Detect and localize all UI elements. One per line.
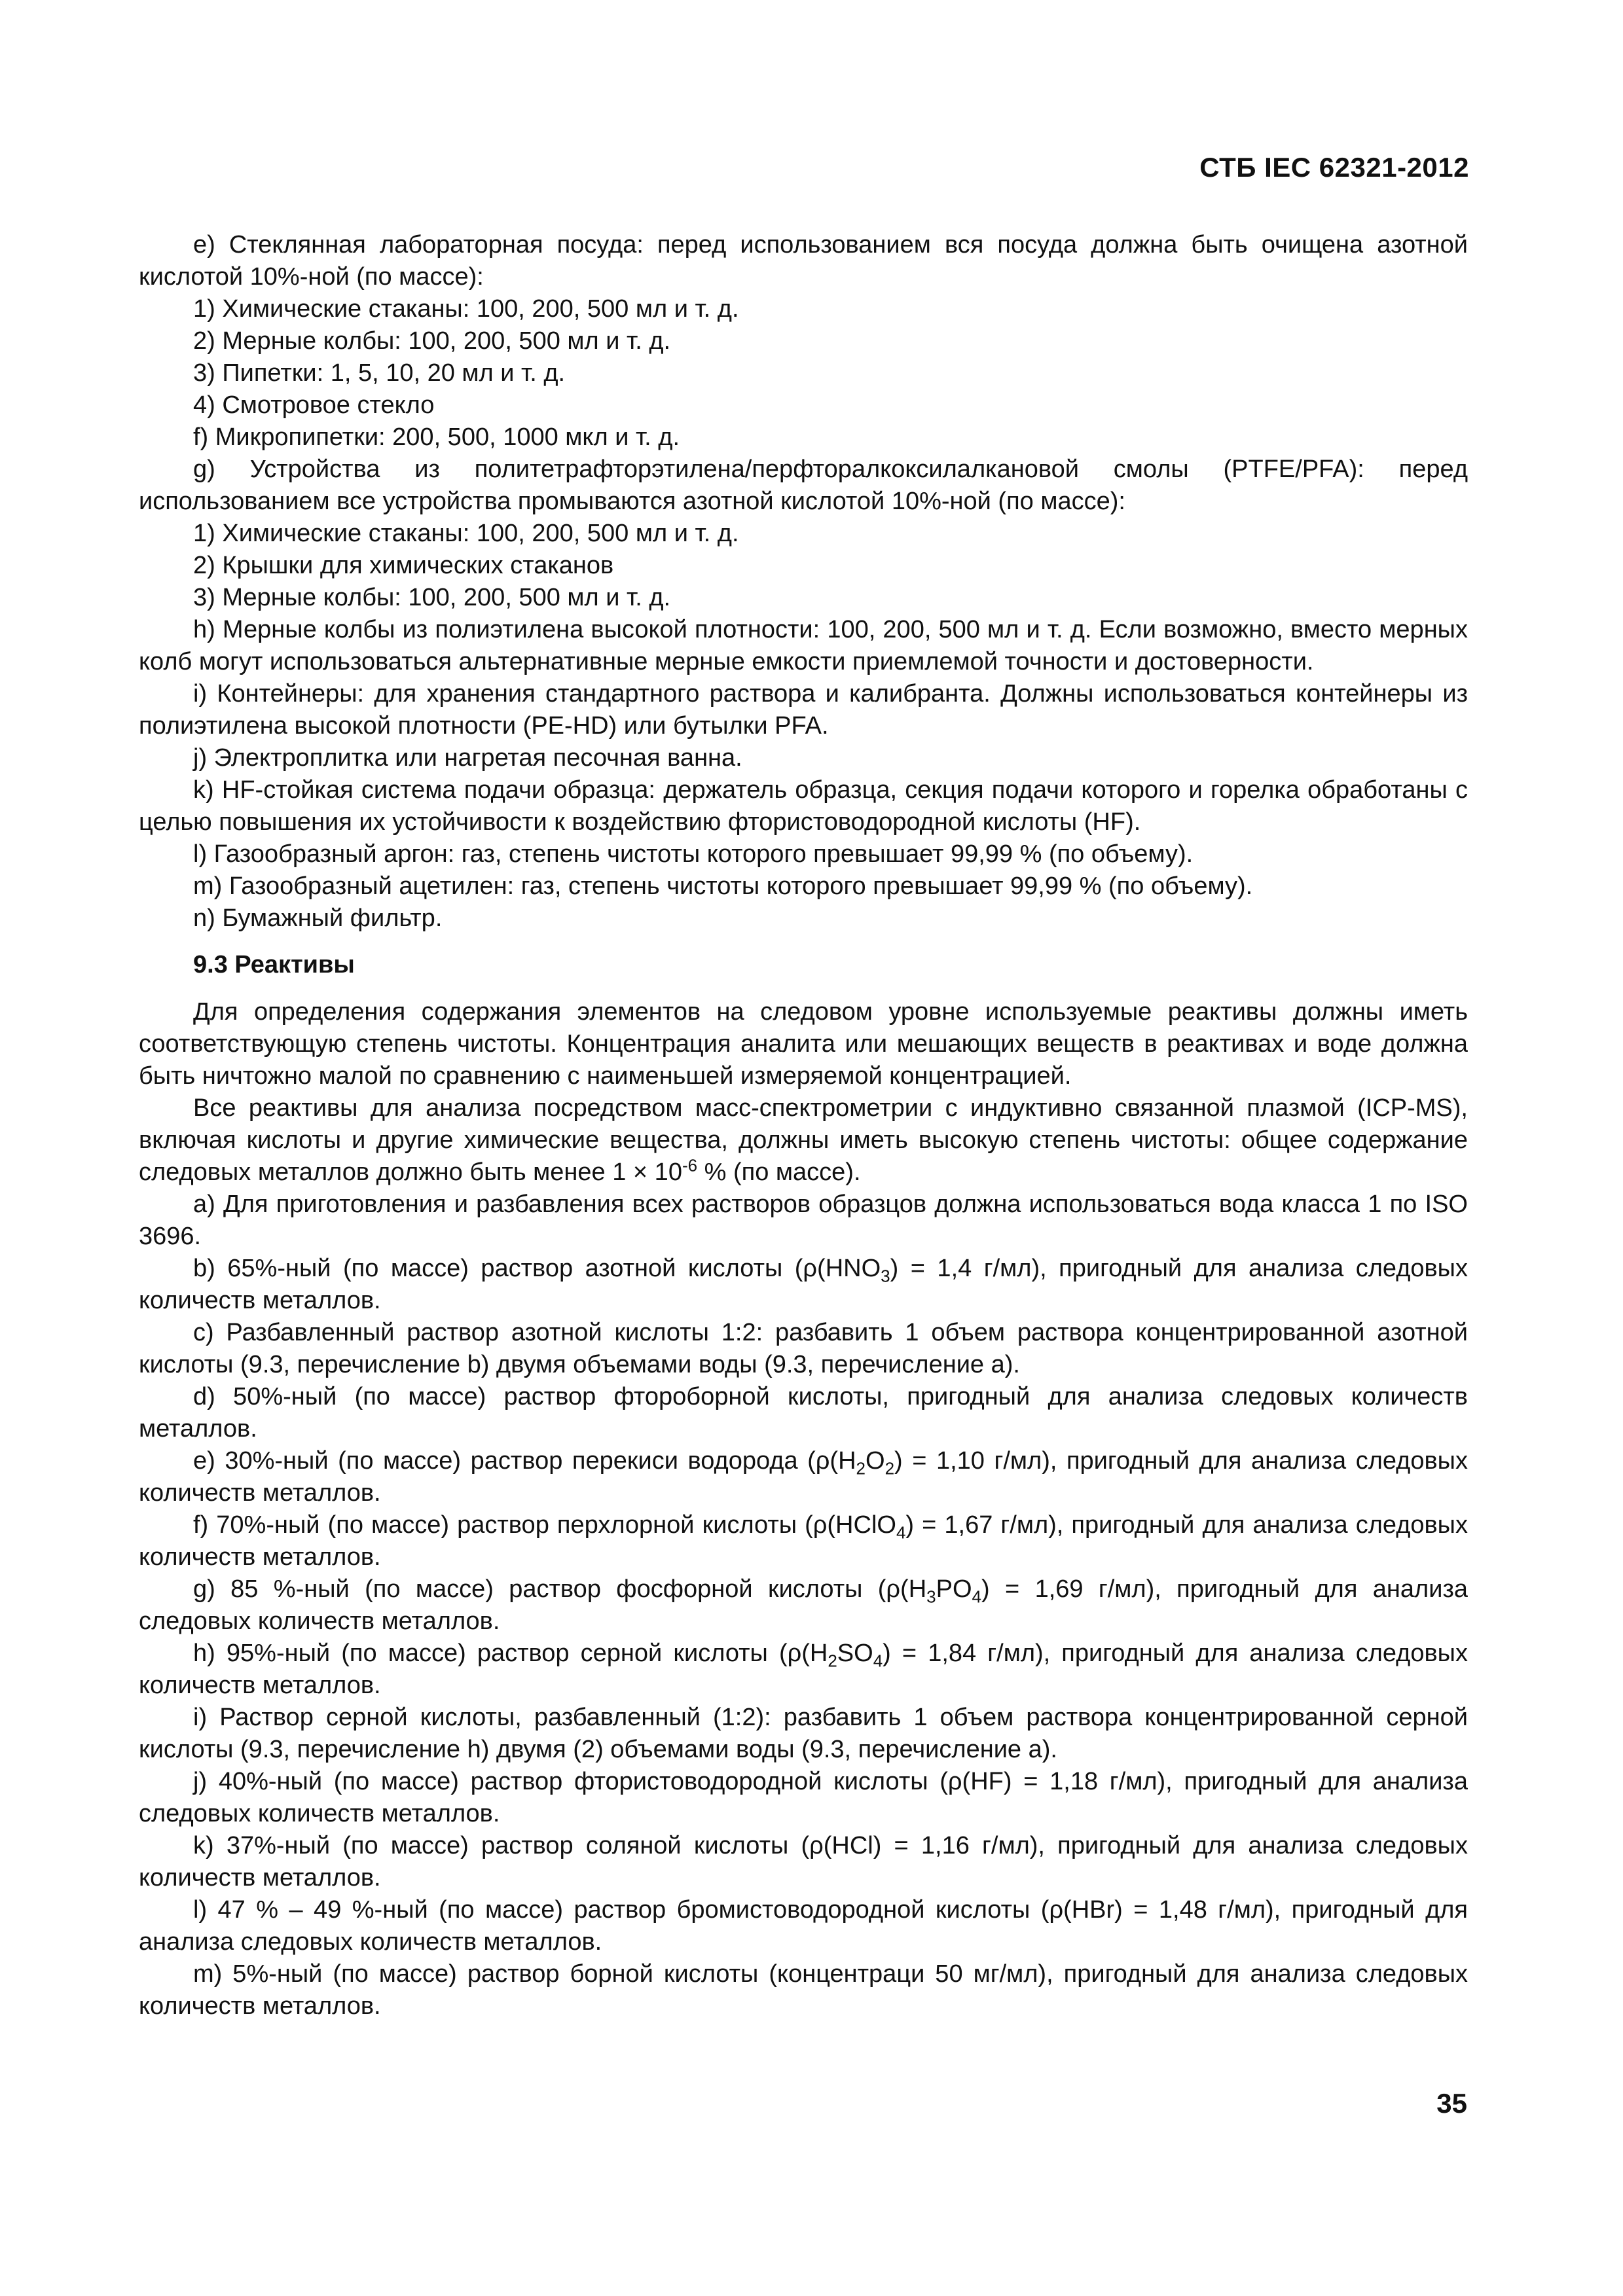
reagent-item-b <box>139 1253 1468 1317</box>
equipment-item-l: l) Газообразный аргон: газ, степень чистоты которого превышает 99,99 % (по объему). <box>193 840 1194 868</box>
reagent-text: h) 95%-ный (по массе) раствор серной кислоты (ρ(H <box>193 1640 828 1667</box>
reagent-item-c: c) Разбавленный раствор азотной кислоты 1:2: разбавить 1 объем раствора концентрированной азотной кислоты (9.3, перечисление b) двумя объемами воды (9.3, перечисление a). <box>139 1319 1468 1378</box>
reagent-item-d: d) 50%-ный (по массе) раствор фтороборной кислоты, пригодный для анализа следовых количеств металлов. <box>139 1383 1468 1443</box>
reagent-text: SO <box>837 1640 873 1667</box>
subscript: 4 <box>896 1522 906 1543</box>
reagent-text: g) 85 %-ный (по массе) раствор фосфорной кислоты (ρ(H <box>193 1575 927 1603</box>
equipment-subitem: 1) Химические стаканы: 100, 200, 500 мл и т. д. <box>193 295 739 323</box>
section-title: 9.3 Реактивы <box>193 951 355 978</box>
reagent-text: ) = 1,84 г/мл), пригодный для анализа следовых количеств металлов. <box>139 1640 1468 1699</box>
equipment-item-k: k) HF-стойкая система подачи образца: держатель образца, секция подачи которого и горелка обработаны с целью повышения их устойчивости к воздействию фтористоводородной кислоты (HF). <box>139 776 1468 836</box>
equipment-item-n: n) Бумажный фильтр. <box>193 905 443 932</box>
reagent-text: ) = 1,67 г/мл), пригодный для анализа следовых количеств металлов. <box>139 1511 1468 1571</box>
reagent-item-f <box>139 1509 1468 1573</box>
subscript: 2 <box>856 1458 866 1479</box>
equipment-subitem: 1) Химические стаканы: 100, 200, 500 мл и т. д. <box>193 520 739 547</box>
equipment-subitem: 4) Смотровое стекло <box>193 391 435 419</box>
subscript: 2 <box>828 1651 837 1671</box>
intro-text: % (по массе). <box>697 1158 861 1186</box>
equipment-subitem: 3) Мерные колбы: 100, 200, 500 мл и т. д. <box>193 584 671 611</box>
reagent-item-m: m) 5%-ный (по массе) раствор борной кислоты (концентраци 50 мг/мл), пригодный для анализа следовых количеств металлов. <box>139 1960 1468 2020</box>
equipment-item-j: j) Электроплитка или нагретая песочная ванна. <box>193 744 742 772</box>
reagent-item-k: k) 37%-ный (по массе) раствор соляной кислоты (ρ(HCl) = 1,16 г/мл), пригодный для анализа следовых количеств металлов. <box>139 1832 1468 1892</box>
reagent-text: ) = 1,69 г/мл), пригодный для анализа следовых количеств металлов. <box>139 1575 1468 1635</box>
equipment-item-g: g) Устройства из политетрафторэтилена/перфторалкоксилалкановой смолы (PTFE/PFA): перед использованием все устройства промываются азотной кислотой 10%-ной (по массе): <box>139 456 1468 515</box>
reagent-item-h <box>139 1638 1468 1702</box>
equipment-item-h: h) Мерные колбы из полиэтилена высокой плотности: 100, 200, 500 мл и т. д. Если возможно, вместо мерных колб могут использоваться альтернативные мерные емкости приемлемой точности и достоверности. <box>139 616 1468 675</box>
equipment-item-e: e) Стеклянная лабораторная посуда: перед использованием вся посуда должна быть очищена азотной кислотой 10%-ной (по массе): <box>139 231 1468 291</box>
reagent-item-e <box>139 1445 1468 1509</box>
document-code-header: СТБ IEC 62321-2012 <box>1199 152 1469 183</box>
reagent-text: ) = 1,4 г/мл), пригодный для анализа следовых количеств металлов. <box>139 1255 1468 1314</box>
reagent-text: f) 70%-ный (по массе) раствор перхлорной кислоты (ρ(HClO <box>193 1511 896 1539</box>
reagent-text: b) 65%-ный (по массе) раствор азотной кислоты (ρ(HNO <box>193 1255 881 1282</box>
reagent-item-j: j) 40%-ный (по массе) раствор фтористоводородной кислоты (ρ(HF) = 1,18 г/мл), пригодный для анализа следовых количеств металлов. <box>139 1768 1468 1827</box>
reagent-text: O <box>866 1447 885 1475</box>
subscript: 3 <box>926 1587 936 1607</box>
equipment-item-m: m) Газообразный ацетилен: газ, степень чистоты которого превышает 99,99 % (по объему). <box>193 872 1253 900</box>
subscript: 2 <box>884 1458 895 1479</box>
reagent-text: PO <box>936 1575 972 1603</box>
intro-text: Все реактивы для анализа посредством масс-спектрометрии с индуктивно связанной плазмой (ICP-MS), включая кислоты и другие химические вещества, должны иметь высокую степень чистоты: общее содержание следовых металлов должно быть менее 1 × 10 <box>139 1094 1468 1186</box>
subscript: 3 <box>881 1266 890 1286</box>
equipment-subitem: 2) Крышки для химических стаканов <box>193 552 614 579</box>
reagent-item-i: i) Раствор серной кислоты, разбавленный (1:2): разбавить 1 объем раствора концентрированной серной кислоты (9.3, перечисление h) двумя (2) объемами воды (9.3, перечисление a). <box>139 1704 1468 1763</box>
page-number: 35 <box>1436 2088 1467 2119</box>
equipment-item-f: f) Микропипетки: 200, 500, 1000 мкл и т. д. <box>193 423 680 451</box>
equipment-item-i: i) Контейнеры: для хранения стандартного раствора и калибранта. Должны использоваться контейнеры из полиэтилена высокой плотности (PE-HD) или бутылки PFA. <box>139 680 1468 740</box>
section-spacer <box>139 983 1468 996</box>
reagent-text: e) 30%-ный (по массе) раствор перекиси водорода (ρ(H <box>193 1447 856 1475</box>
reagent-text: ) = 1,10 г/мл), пригодный для анализа следовых количеств металлов. <box>139 1447 1468 1507</box>
section-intro-paragraph: Для определения содержания элементов на следовом уровне используемые реактивы должны иметь соответствующую степень чистоты. Концентрация аналита или мешающих веществ в реактивах и воде должна быть ничтожно малой по сравнению с наименьшей измеряемой концентрацией. <box>139 998 1468 1090</box>
reagent-item-l: l) 47 % – 49 %-ный (по массе) раствор бромистоводородной кислоты (ρ(HBr) = 1,48 г/мл), пригодный для анализа следовых количеств металлов. <box>139 1896 1468 1956</box>
reagent-item-g <box>139 1573 1468 1638</box>
subscript: 4 <box>972 1587 981 1607</box>
equipment-subitem: 2) Мерные колбы: 100, 200, 500 мл и т. д. <box>193 327 671 355</box>
section-intro-paragraph-purity <box>139 1092 1468 1189</box>
document-body <box>139 229 1468 2022</box>
exponent: -6 <box>682 1155 698 1175</box>
subscript: 4 <box>873 1651 883 1671</box>
equipment-subitem: 3) Пипетки: 1, 5, 10, 20 мл и т. д. <box>193 359 566 387</box>
reagent-item-a: a) Для приготовления и разбавления всех растворов образцов должна использоваться вода класса 1 по ISO 3696. <box>139 1191 1468 1250</box>
